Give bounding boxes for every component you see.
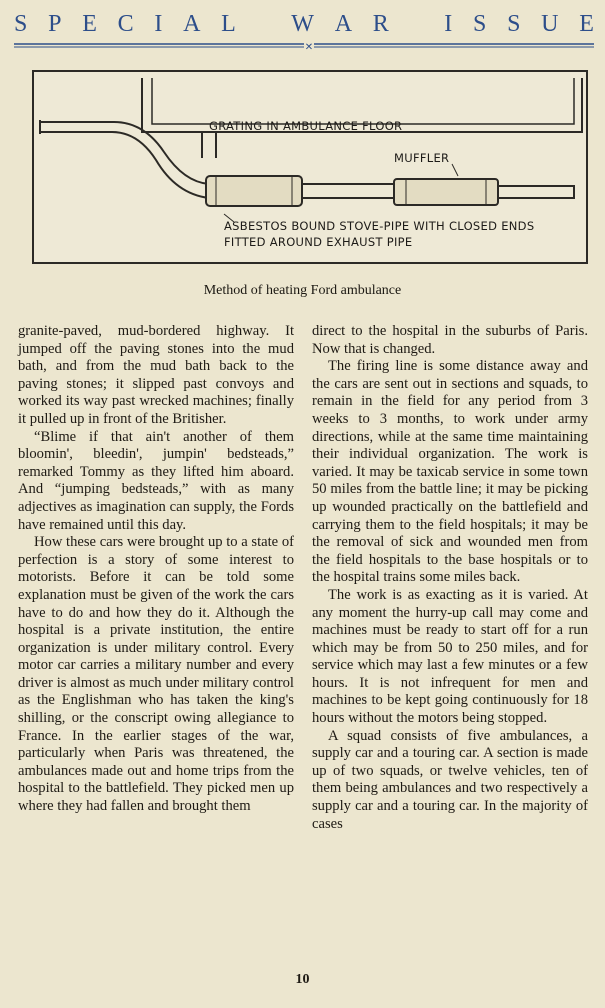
masthead-letter: P: [48, 10, 62, 37]
paragraph: The firing line is some distance away and the cars are sent out in sections and squads, to remain in the field for any period from 3 weeks to 3 months, to work under army directions, while at the same time maintaining their individual organization. The work is varied. It may be taxicab service in some town 50 miles from the battle line; it may be picking up wounded practically on the battlefield and carrying them to the field hospitals; it may be the removal of sick and wounded men from the field hospitals to the base hospitals or to the hospital trains some miles back.: [312, 358, 588, 586]
paragraph: “Blime if that ain't another of them bloomin', bleedin', jumpin' bedsteads,” remarked Tommy as they lifted him aboard. And “jumping bedsteads,” with as many adjectives as imagination can supply, the Fords have remained until this day.: [18, 428, 294, 533]
masthead-letter: A: [334, 10, 353, 37]
paragraph: How these cars were brought up to a state of perfection is a story of some interest to motorists. Before it can be told some explanation must be given of the work the cars have to do and how they do it. Although the hospital is a private institution, the entire organization is under military control. Every motor car carries a military number and every driver is almost as much under military control as the Englishman who has taken the king's shilling, or the conscript owing allegiance to France. In the earlier stages of the war, particularly when Paris was threatened, the ambulances made out and home trips from the hospital to the battlefield. They picked men up where they had fallen and brought them: [18, 534, 294, 815]
paragraph: The work is as exacting as it is varied. At any moment the hurry-up call may come and machines must be ready to start off for a run which may be from 50 to 250 miles, and for service which may last a few minutes or a few hours. It is not infrequent for men and machines to be kept going continuously for 18 hours without the motors being stopped.: [312, 586, 588, 727]
figure-label-muffler: MUFFLER: [394, 151, 450, 165]
figure-label-grating: GRATING IN AMBULANCE FLOOR: [209, 119, 403, 133]
page-number: 10: [295, 972, 310, 987]
article-column-left: [18, 323, 294, 816]
masthead-letter: I: [154, 10, 163, 37]
figure-caption: Method of heating Ford ambulance: [203, 283, 402, 298]
masthead-letter: U: [541, 10, 559, 37]
masthead-letter: R: [372, 10, 389, 37]
masthead-letter: S: [14, 10, 28, 37]
masthead-rule: [14, 38, 594, 51]
masthead-letter: E: [82, 10, 97, 37]
svg-text:✕: ✕: [304, 42, 314, 51]
masthead-letter: S: [472, 10, 487, 37]
figure-label-asbestos-2: FITTED AROUND EXHAUST PIPE: [224, 235, 413, 249]
masthead-letter: C: [117, 10, 134, 37]
article-column-right: [312, 323, 588, 833]
masthead-letter: A: [183, 10, 201, 37]
paragraph: A squad consists of five ambulances, a supply car and a touring car. A section is made up of two squads, or twelve vehicles, ten of them being ambulances and two respectively a supply car and a touring car. In the majority of cases: [312, 727, 588, 832]
masthead-title: [14, 10, 594, 38]
paragraph: granite-paved, mud-bordered highway. It jumped off the paving stones into the mud bath, and from the mud bath back to the paving stones; it slipped past convoys and worked its way past wrecked machines; finally it pulled up in front of the Britisher.: [18, 323, 294, 427]
masthead-letter: W: [291, 10, 314, 37]
ambulance-heating-diagram: [32, 70, 588, 264]
masthead-letter: L: [221, 10, 236, 37]
masthead-letter: E: [579, 10, 594, 37]
masthead-letter: S: [507, 10, 521, 37]
paragraph: direct to the hospital in the suburbs of Paris. Now that is changed.: [312, 323, 588, 357]
figure-label-asbestos-1: ASBESTOS BOUND STOVE-PIPE WITH CLOSED ENDS: [224, 219, 535, 233]
masthead-letter: I: [444, 10, 453, 37]
